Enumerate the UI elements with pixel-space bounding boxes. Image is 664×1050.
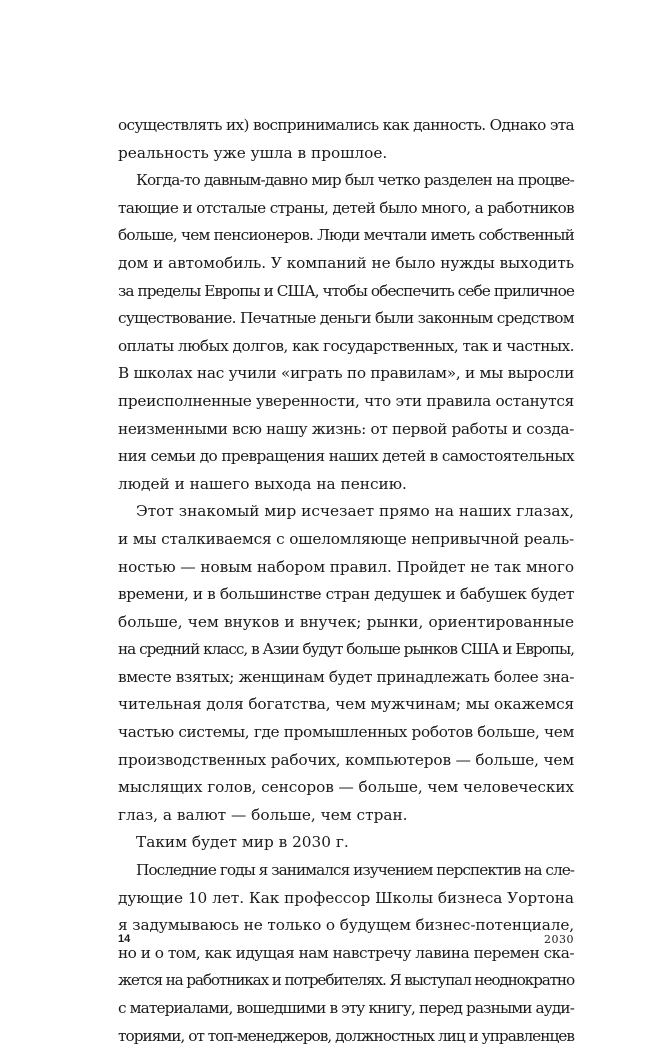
text-line: частью системы, где промышленных роботов больше, чем xyxy=(118,723,574,742)
running-title: 2030 xyxy=(544,933,574,946)
text-line: но и о том, как идущая нам навстречу лавина перемен ска- xyxy=(118,943,574,962)
text-line: с материалами, вошедшими в эту книгу, перед разными ауди- xyxy=(118,999,574,1017)
text-line: больше, чем внуков и внучек; рынки, ориентированные xyxy=(118,612,574,631)
text-line: существование. Печатные деньги были законным средством xyxy=(118,309,574,328)
text-line: больше, чем пенсионеров. Люди мечтали иметь собственный xyxy=(118,226,574,245)
page-number: 14 xyxy=(118,933,131,945)
text-line: людей и нашего выхода на пенсию. xyxy=(118,474,407,493)
text-line: и мы сталкиваемся с ошеломляюще непривычной реаль- xyxy=(118,529,574,548)
paragraph-first-line: Таким будет мир в 2030 г. xyxy=(136,833,349,852)
text-line: ториями, от топ-менеджеров, должностных лиц и управленцев xyxy=(118,1026,574,1045)
text-line: дующие 10 лет. Как профессор Школы бизнеса Уортона xyxy=(118,888,574,907)
text-line: ностью — новым набором правил. Пройдет не так много xyxy=(118,557,574,576)
text-line: дом и автомобиль. У компаний не было нужды выходить xyxy=(118,253,574,272)
text-line: на средний класс, в Азии будут больше рынков США и Европы, xyxy=(118,640,574,659)
text-line: преисполненные уверенности, что эти правила останутся xyxy=(118,391,574,410)
text-line: ния семьи до превращения наших детей в самостоятельных xyxy=(118,447,574,466)
text-line: мыслящих голов, сенсоров — больше, чем человеческих xyxy=(118,778,574,797)
paragraph-first-line: Последние годы я занимался изучением перспектив на сле- xyxy=(136,861,574,880)
text-line: глаз, а валют — больше, чем стран. xyxy=(118,805,408,824)
text-line: реальность уже ушла в прошлое. xyxy=(118,143,388,162)
text-line: неизменными всю нашу жизнь: от первой работы и созда- xyxy=(118,419,574,438)
text-line: тающие и отсталые страны, детей было много, а работников xyxy=(118,198,574,217)
text-line: оплаты любых долгов, как государственных, так и частных. xyxy=(118,336,574,355)
text-line: за пределы Европы и США, чтобы обеспечить себе приличное xyxy=(118,281,574,300)
text-line: чительная доля богатства, чем мужчинам; мы окажемся xyxy=(118,695,574,714)
text-line: осуществлять их) воспринимались как данность. Однако эта xyxy=(118,116,574,134)
paragraph-first-line: Когда-то давным-давно мир был четко разделен на процве- xyxy=(136,171,574,190)
text-line: я задумываюсь не только о будущем бизнес-потенциале, xyxy=(118,916,574,935)
text-line: времени, и в большинстве стран дедушек и бабушек будет xyxy=(118,585,574,604)
paragraph-first-line: Этот знакомый мир исчезает прямо на наших глазах, xyxy=(136,502,574,521)
text-line: вместе взятых; женщинам будет принадлежать более зна- xyxy=(118,667,574,686)
text-line: производственных рабочих, компьютеров — больше, чем xyxy=(118,750,574,769)
text-line: В школах нас учили «играть по правилам», и мы выросли xyxy=(118,364,574,383)
text-line: жется на работниках и потребителях. Я выступал неоднократно xyxy=(118,971,574,990)
body-text xyxy=(118,112,574,1050)
